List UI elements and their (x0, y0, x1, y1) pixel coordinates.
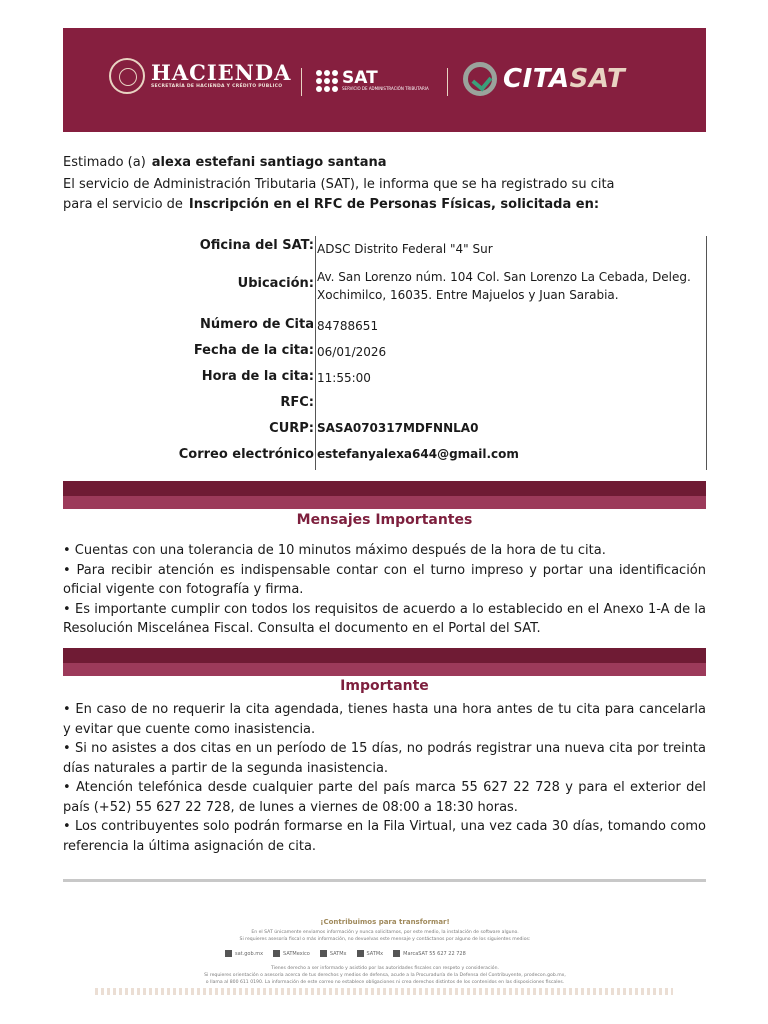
table-divider (315, 236, 316, 470)
detail-value: SASA070317MDFNNLA0 (317, 421, 479, 435)
detail-value: estefanyalexa644@gmail.com (317, 447, 519, 461)
social-links (225, 950, 466, 957)
table-border (706, 236, 707, 470)
detail-label: Hora de la cita: (201, 369, 314, 384)
footer-slogan: ¡Contribuimos para transformar! (320, 918, 450, 926)
detail-label: Ubicación: (237, 276, 314, 291)
intro-line: El servicio de Administración Tributaria (SAT), le informa que se ha registrado su cita (63, 177, 615, 192)
facebook-link[interactable]: SATMexico (273, 950, 310, 957)
section-title-important: Importante (340, 678, 429, 694)
detail-label: Oficina del SAT: (199, 238, 314, 253)
sat-text: SAT (569, 64, 626, 94)
phone-icon (393, 950, 400, 957)
detail-label: Correo electrónico (178, 447, 314, 462)
footer-text: Si requieres asesoría fiscal o más información, no devuelvas este mensaje y contáctanos por alguno de los siguientes medios: (239, 937, 531, 942)
sat-subtitle: SERVICIO DE ADMINISTRACIÓN TRIBUTARIA (342, 86, 429, 91)
sat-dots-icon (316, 70, 338, 92)
hacienda-subtitle: SECRETARÍA DE HACIENDA Y CRÉDITO PÚBLICO (151, 84, 283, 89)
web-link[interactable]: sat.gob.mx (225, 950, 263, 957)
detail-label: CURP: (269, 421, 314, 436)
messages-list (63, 541, 706, 639)
list-item: • Atención telefónica desde cualquier parte del país marca 55 627 22 728 y para el exterior del país (+52) 55 627 22 728, de lunes a viernes de 08:00 a 18:30 horas. (63, 780, 706, 815)
footer-text: En el SAT únicamente enviamos información y nunca solicitamos, por este medio, la instalación de software alguno. (251, 930, 519, 935)
facebook-icon (273, 950, 280, 957)
greeting (63, 155, 387, 170)
sat-logo (316, 70, 429, 92)
recipient-name: alexa estefani santiago santana (151, 155, 387, 170)
hacienda-logo (109, 58, 291, 94)
detail-label: Número de Cita (200, 317, 314, 332)
seal-icon (109, 58, 145, 94)
section-title-messages: Mensajes Importantes (296, 512, 473, 528)
detail-label: RFC: (280, 395, 314, 410)
detail-value: 06/01/2026 (317, 345, 387, 359)
section-divider-bar (63, 481, 706, 509)
footer-pattern (95, 988, 673, 995)
intro-prefix: para el servicio de (63, 197, 183, 212)
important-list (63, 700, 706, 856)
list-item: • Los contribuyentes solo podrán formarse en la Fila Virtual, una vez cada 30 días, tomando como referencia la última asignación de cita. (63, 819, 706, 854)
greeting-label: Estimado (a) (63, 155, 146, 170)
footer-text: Tienes derecho a ser informado y asistido por las autoridades fiscales con respeto y consideración. (271, 966, 499, 971)
cita-text: CITA (503, 64, 570, 94)
twitter-link[interactable]: SATMx (320, 950, 347, 957)
detail-value: Av. San Lorenzo núm. 104 Col. San Lorenzo La Cebada, Deleg. Xochimilco, 16035. Entre Majuelos y Juan Sarabia. (317, 270, 691, 302)
citasat-logo (463, 62, 625, 96)
detail-value: 84788651 (317, 319, 379, 333)
footer-text: o llama al 800 611 0190. La información de este correo no establece obligaciones ni crea derechos distintos de los contenidos en las disposiciones fiscales. (205, 980, 565, 985)
youtube-link[interactable]: SATMx (357, 950, 384, 957)
web-icon (225, 950, 232, 957)
section-divider-bar (63, 648, 706, 676)
detail-value: 11:55:00 (317, 371, 371, 385)
citasat-check-icon (463, 62, 497, 96)
footer-rule (63, 879, 706, 882)
list-item: • Cuentas con una tolerancia de 10 minutos máximo después de la hora de tu cita. (63, 543, 606, 558)
list-item: • En caso de no requerir la cita agendada, tienes hasta una hora antes de tu cita para cancelarla y evitar que cuente como inasistencia. (63, 702, 706, 737)
sat-title: SAT (342, 68, 378, 88)
detail-value: ADSC Distrito Federal "4" Sur (317, 242, 493, 256)
hacienda-title: HACIENDA (151, 60, 292, 85)
twitter-icon (320, 950, 327, 957)
logo-separator (447, 68, 448, 96)
footer-text: Si requieres orientación o asesoría acerca de tus derechos y medios de defensa, acude a la Procuraduría de la Defensa del Contribuyente, prodecon.gob.mx, (204, 973, 566, 978)
phone-link[interactable]: MarcaSAT 55 627 22 728 (393, 950, 466, 957)
list-item: • Para recibir atención es indispensable contar con el turno impreso y portar una identificación oficial vigente con fotografía y firma. (63, 562, 706, 597)
intro-line-service (63, 197, 599, 212)
list-item: • Si no asistes a dos citas en un período de 15 días, no podrás registrar una nueva cita por treinta días naturales a partir de la segunda inasistencia. (63, 741, 706, 776)
detail-label: Fecha de la cita: (193, 343, 314, 358)
youtube-icon (357, 950, 364, 957)
logo-separator (301, 68, 302, 96)
header-banner (63, 28, 706, 132)
list-item: • Es importante cumplir con todos los requisitos de acuerdo a lo establecido en el Anexo 1-A de la Resolución Miscelánea Fiscal. Consulta el documento en el Portal del SAT. (63, 601, 706, 636)
service-name: Inscripción en el RFC de Personas Físicas, solicitada en: (188, 197, 600, 212)
